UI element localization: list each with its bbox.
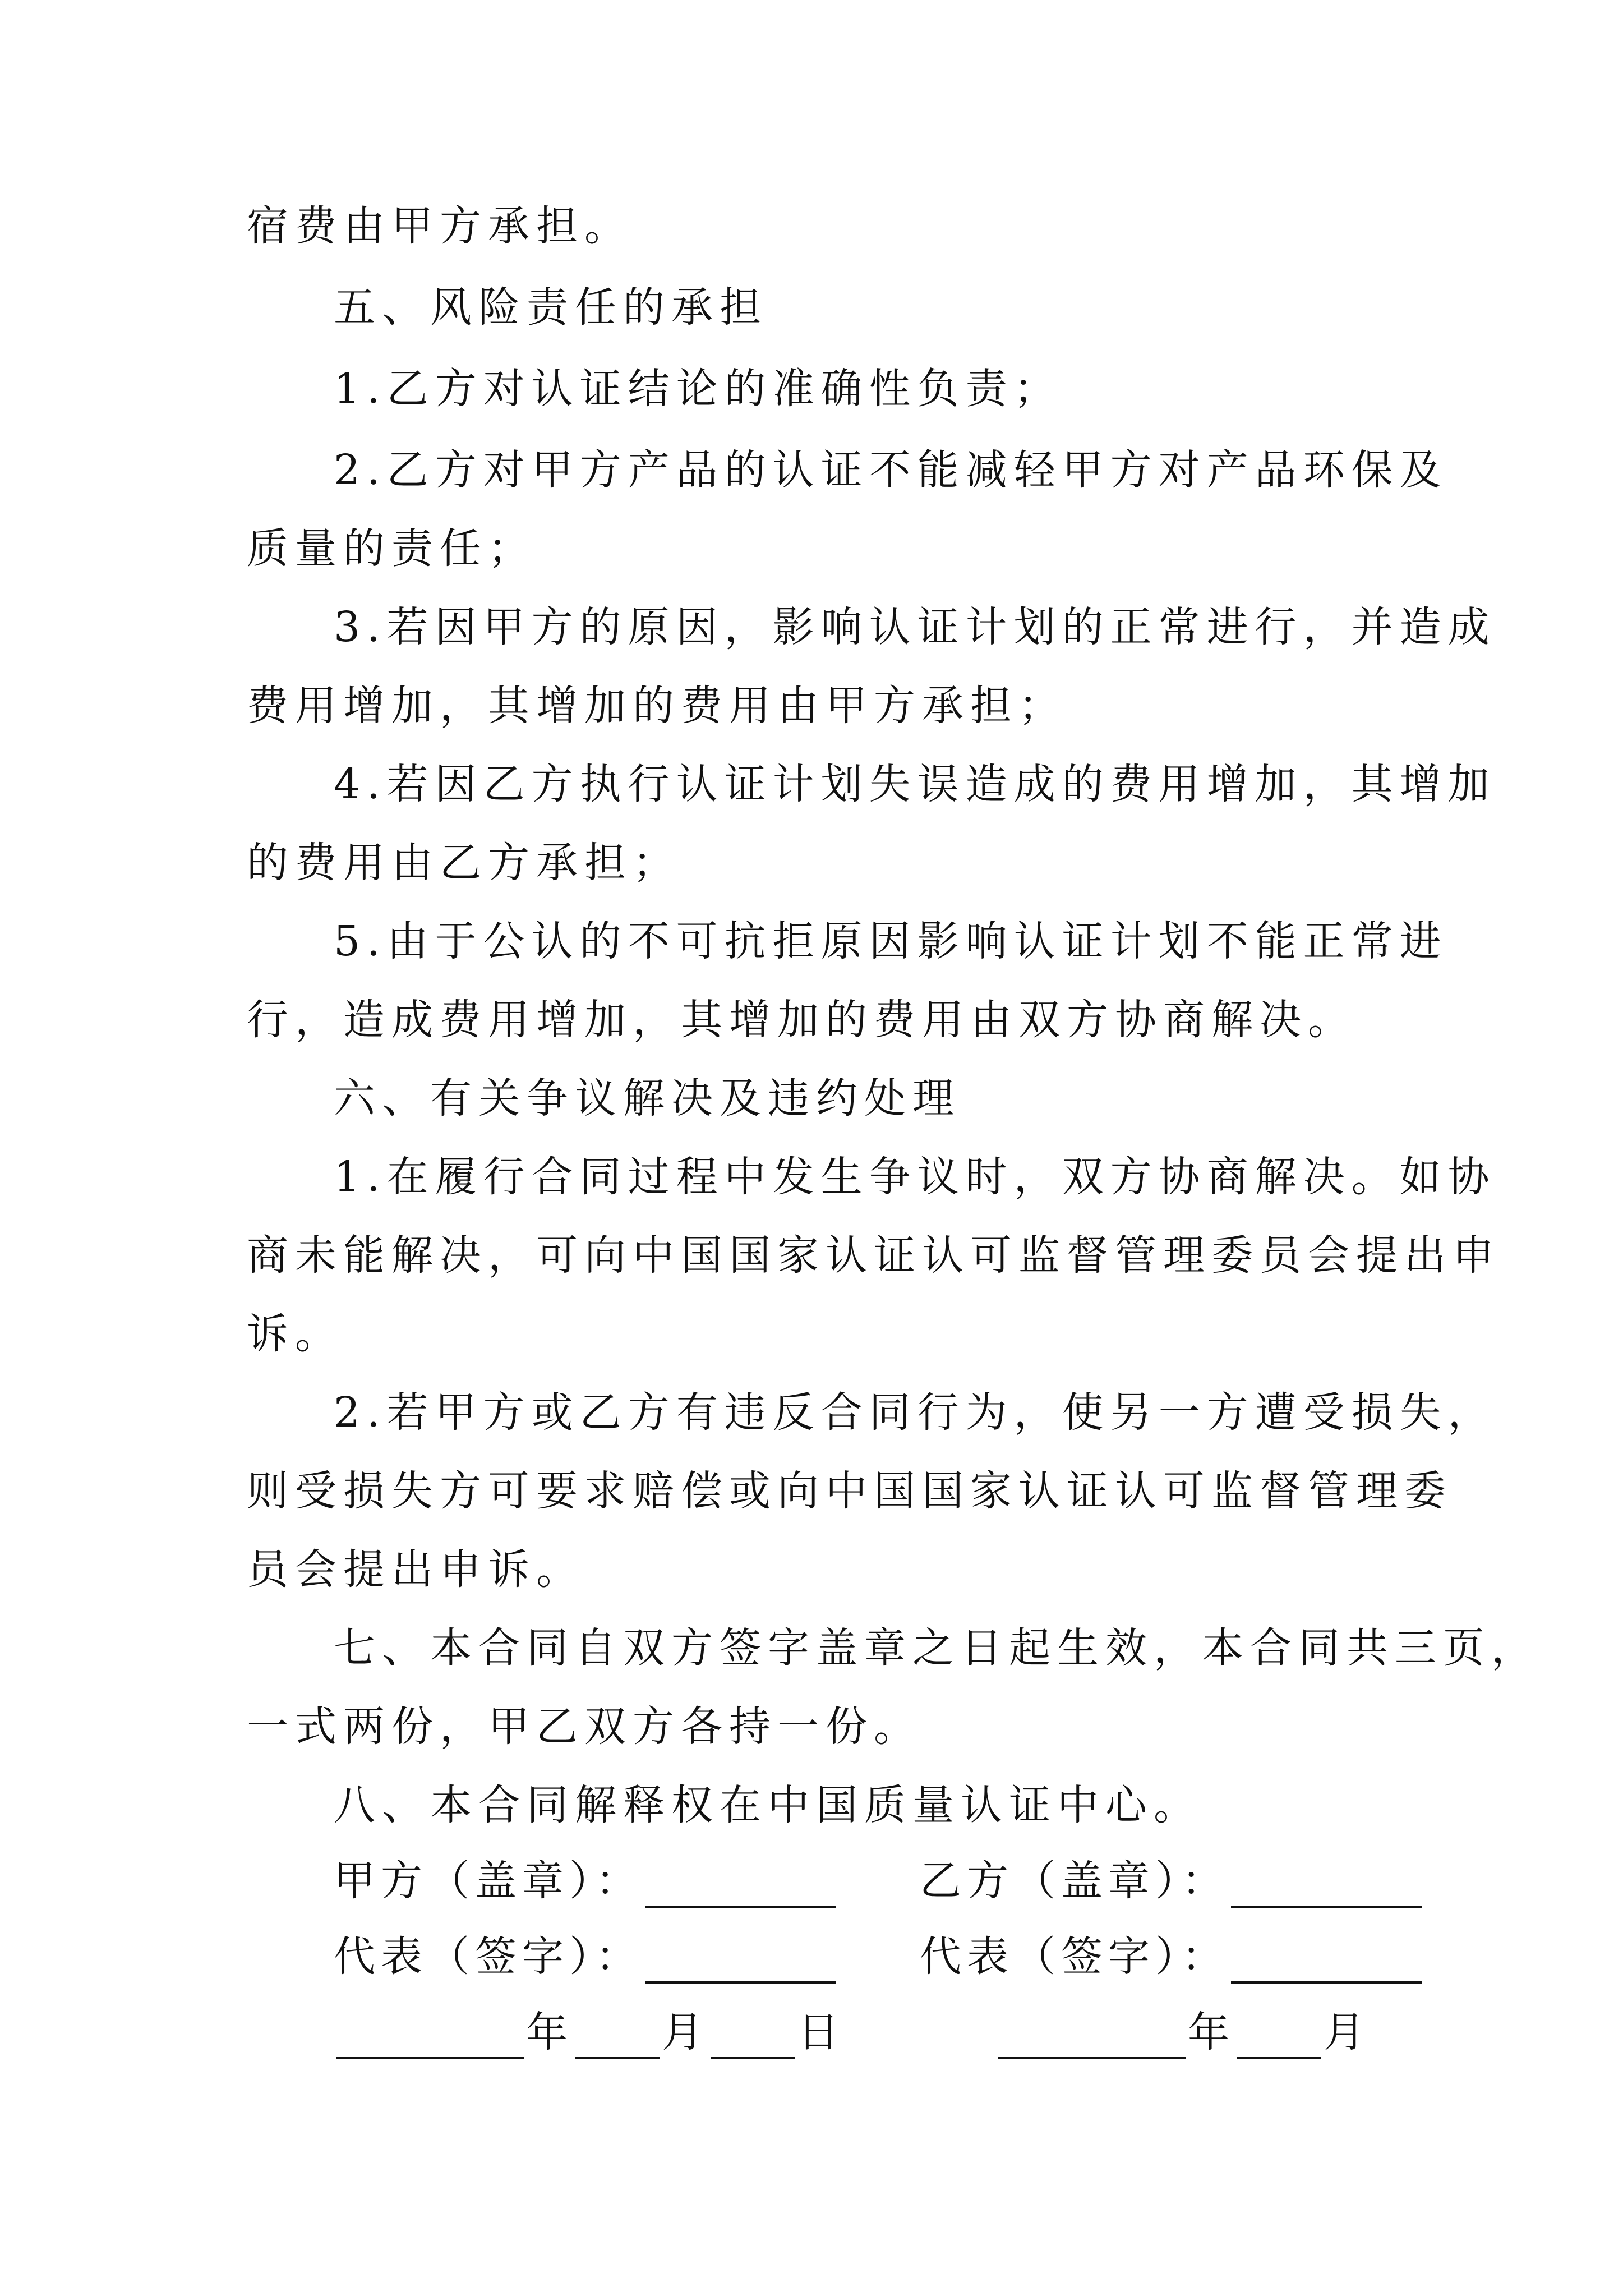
- party-a-seal: [334, 1854, 838, 1908]
- party-b-seal-label: 乙方（盖章）：: [920, 1857, 1229, 1905]
- party-a-date: [334, 2005, 845, 2059]
- month-label: 月: [662, 2008, 709, 2056]
- signature-rep-row: [334, 1930, 1399, 1991]
- party-a-seal-label: 甲方（盖章）：: [334, 1857, 643, 1905]
- section-heading-6: 六、有关争议解决及违约处理: [334, 1074, 961, 1122]
- section-heading-5: 五、风险责任的承担: [334, 283, 768, 332]
- paragraph-line: 诉。: [247, 1310, 343, 1358]
- paragraph-line: 行，造成费用增加，其增加的费用由双方协商解决。: [247, 996, 1356, 1044]
- party-a-rep-blank[interactable]: [645, 1936, 836, 1984]
- party-b-rep-label: 代表（签字）：: [920, 1932, 1229, 1981]
- paragraph-line: 费用增加，其增加的费用由甲方承担；: [247, 682, 1067, 730]
- party-a-rep: [334, 1930, 838, 1984]
- party-b-rep-blank[interactable]: [1231, 1936, 1422, 1984]
- year-label: 年: [526, 2008, 573, 2056]
- party-a-day-blank[interactable]: [711, 2012, 795, 2059]
- paragraph-line: 2.乙方对甲方产品的认证不能减轻甲方对产品环保及: [334, 446, 1448, 494]
- section-heading-7: 七、本合同自双方签字盖章之日起生效，本合同共三页，: [334, 1624, 1539, 1672]
- paragraph-line: 商未能解决，可向中国国家认证认可监督管理委员会提出申: [247, 1231, 1501, 1280]
- party-b-rep: [920, 1930, 1424, 1984]
- paragraph-line: 一式两份，甲乙双方各持一份。: [247, 1703, 922, 1751]
- paragraph-line: 2.若甲方或乙方有违反合同行为，使另一方遭受损失，: [334, 1388, 1496, 1437]
- party-a-month-blank[interactable]: [575, 2012, 660, 2059]
- day-label: 日: [797, 2008, 845, 2056]
- party-b-date: [995, 2005, 1371, 2059]
- section-heading-8: 八、本合同解释权在中国质量认证中心。: [334, 1781, 1202, 1829]
- paragraph-line: 1.乙方对认证结论的准确性负责；: [334, 365, 1062, 413]
- month-label: 月: [1324, 2008, 1371, 2056]
- party-b-month-blank[interactable]: [1237, 2012, 1321, 2059]
- paragraph-line: 质量的责任；: [247, 524, 536, 573]
- party-a-year-blank[interactable]: [336, 2012, 524, 2059]
- paragraph-line: 4.若因乙方执行认证计划失误造成的费用增加，其增加: [334, 760, 1496, 808]
- paragraph-line: 3.若因甲方的原因，影响认证计划的正常进行，并造成: [334, 603, 1496, 651]
- signature-date-row: [334, 2005, 1399, 2067]
- paragraph-line: 则受损失方可要求赔偿或向中国国家认证认可监督管理委: [247, 1467, 1453, 1515]
- paragraph-line: 的费用由乙方承担；: [247, 839, 681, 887]
- party-a-rep-label: 代表（签字）：: [334, 1932, 643, 1981]
- paragraph-line: 员会提出申诉。: [247, 1545, 584, 1594]
- party-b-seal: [920, 1854, 1424, 1908]
- year-label: 年: [1188, 2008, 1235, 2056]
- paragraph-line: 5.由于公认的不可抗拒原因影响认证计划不能正常进: [334, 917, 1448, 965]
- paragraph-line: 宿费由甲方承担。: [247, 202, 633, 250]
- paragraph-line: 1.在履行合同过程中发生争议时，双方协商解决。如协: [334, 1153, 1496, 1201]
- party-b-seal-blank[interactable]: [1231, 1861, 1422, 1908]
- party-a-seal-blank[interactable]: [645, 1861, 836, 1908]
- party-b-year-blank[interactable]: [998, 2012, 1186, 2059]
- signature-seal-row: [334, 1854, 1399, 1916]
